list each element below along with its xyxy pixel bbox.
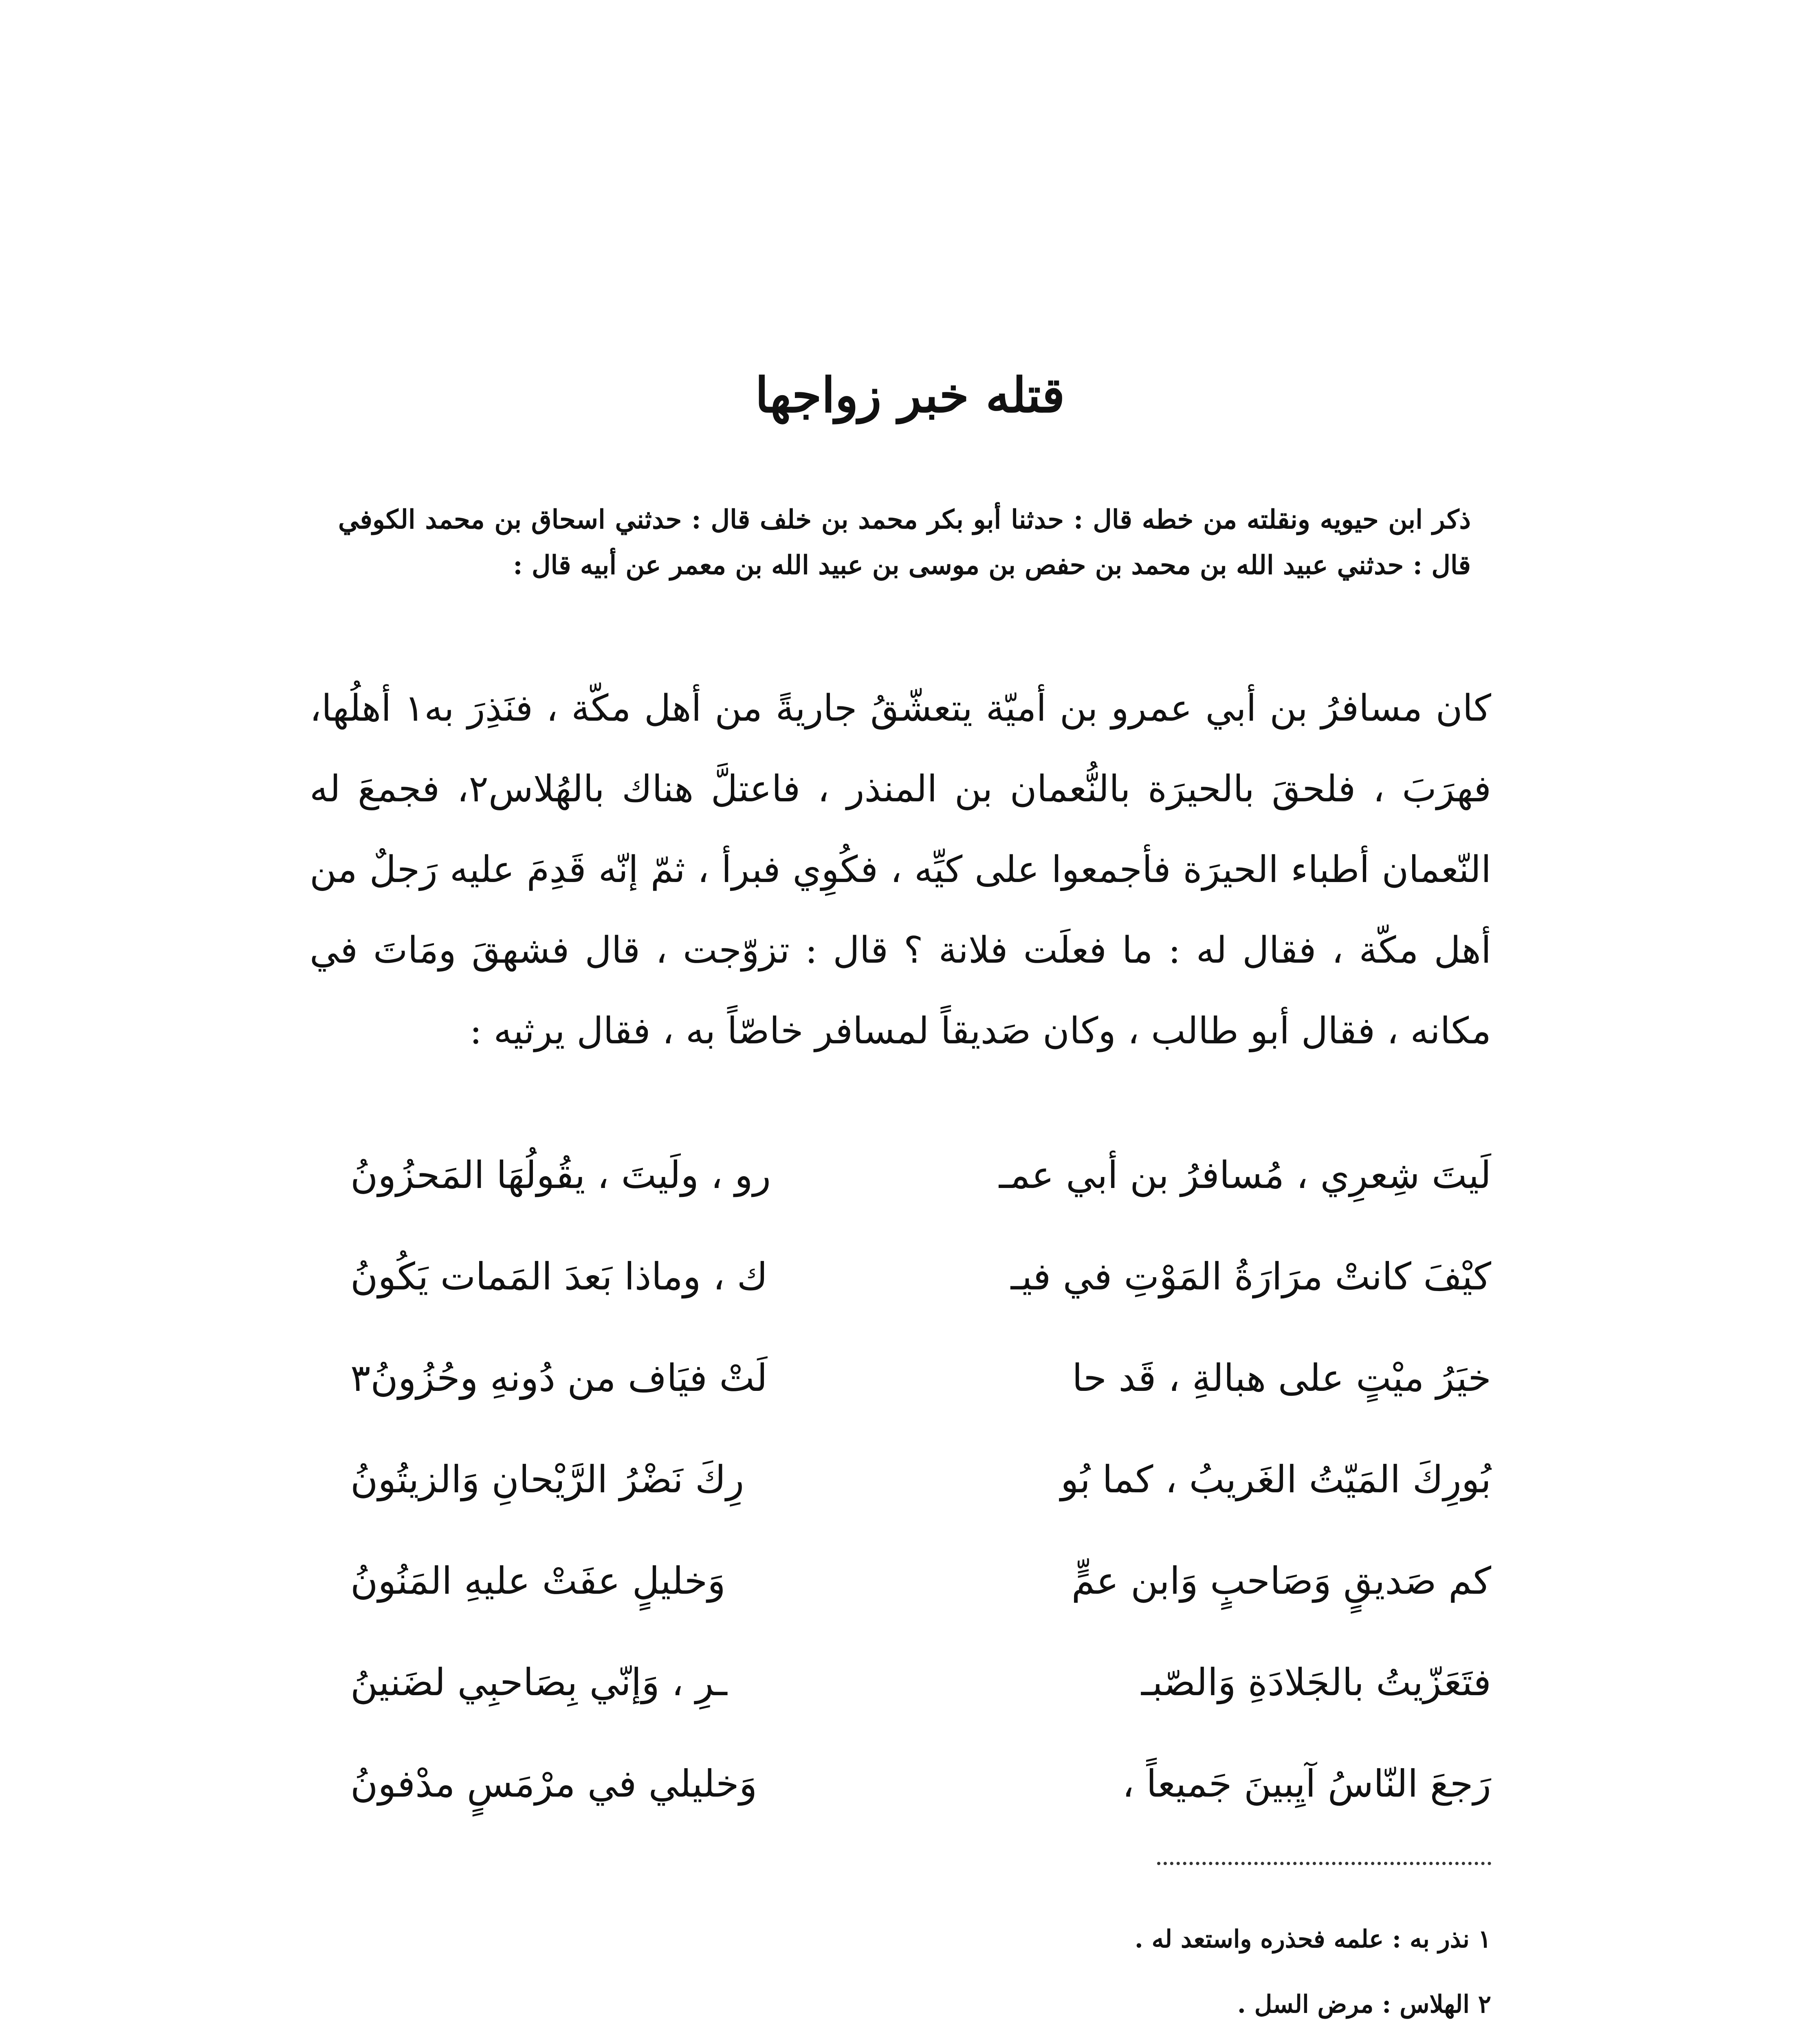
verse-second-hemistich: رِكَ نَضْرُ الرَّيْحانِ وَالزيتُونُ (350, 1458, 744, 1501)
verse-second-hemistich: لَتْ فيَاف من دُونهِ وحُزُونُ٣ (350, 1356, 768, 1400)
verse-first-hemistich: فتَعَزّيتُ بالجَلادَةِ وَالصّبـ (1141, 1661, 1491, 1704)
footnotes (322, 1911, 1491, 2037)
poem-verse (350, 1327, 1491, 1429)
section-title: قتله خبر زواجها (755, 367, 1065, 423)
poem-verse (350, 1226, 1491, 1327)
verse-second-hemistich: وَخليلٍ عفَتْ عليهِ المَنُونُ (350, 1559, 726, 1603)
poem-verse (350, 1733, 1491, 1835)
footnote: ١ نذر به : علمه فحذره واستعد له . (1134, 1925, 1491, 1953)
verse-first-hemistich: كيْفَ كانتْ مرَارَةُ المَوْتِ في فيـ (1010, 1255, 1491, 1298)
narrative-paragraph: كان مسافرُ بن أبي عمرو بن أميّة يتعشّقُ جاريةً من أهل مكّة ، فنَذِرَ به١ أهلُها، فهرَبَ ، فلحقَ بالحيرَة بالنُّعمان بن المنذر ، فاعتلَّ هناك بالهُلاس٢، فجمعَ له النّعمان أطباء الحيرَة فأجمعوا على كيِّه ، فكُوِي فبرأ ، ثمّ إنّه قَدِمَ عليه رَجلٌ من أهل مكّة ، فقال له : ما فعلَت فلانة ؟ قال : تزوّجت ، قال فشهقَ ومَاتَ في مكانه ، فقال أبو طالب ، وكان صَديقاً لمسافر خاصّاً به ، فقال يرثيه : (310, 687, 1492, 1052)
verse-second-hemistich: ـرِ ، وَإنّي بِصَاحبِي لضَنينُ (350, 1661, 727, 1704)
footnote-separator (1157, 1862, 1491, 1865)
verse-first-hemistich: لَيتَ شِعرِي ، مُسافرُ بن أبي عمـ (999, 1153, 1491, 1197)
verse-first-hemistich: بُورِكَ المَيّتُ الغَريبُ ، كما بُو (1060, 1458, 1491, 1501)
poem (350, 1124, 1491, 1835)
poem-verse (350, 1124, 1491, 1226)
poem-verse (350, 1429, 1491, 1530)
verse-first-hemistich: كم صَديقٍ وَصَاحبٍ وَابن عمٍّ (1071, 1559, 1491, 1603)
footnote: ٢ الهلاس : مرض السل . (1237, 1990, 1491, 2019)
poem-verse (350, 1632, 1491, 1733)
verse-first-hemistich: خيَرُ ميْتٍ على هبالةِ ، قَد حا (1072, 1356, 1491, 1400)
verse-second-hemistich: ك ، وماذا بَعدَ المَمات يَكُونُ (350, 1255, 768, 1298)
verse-second-hemistich: رو ، ولَيتَ ، يقُولُهَا المَحزُونُ (350, 1153, 771, 1197)
isnad-paragraph: ذكر ابن حيويه ونقلته من خطه قال : حدثنا أبو بكر محمد بن خلف قال : حدثني اسحاق بن محمد الكوفي قال : حدثني عبيد الله بن محمد بن حفص بن موسى بن عبيد الله بن معمر عن أبيه قال : (338, 504, 1471, 581)
poem-verse (350, 1530, 1491, 1632)
verse-second-hemistich: وَخليلي في مرْمَسٍ مدْفونُ (350, 1762, 757, 1806)
verse-first-hemistich: رَجعَ النّاسُ آيِبينَ جَميعاً ، (1122, 1762, 1491, 1806)
